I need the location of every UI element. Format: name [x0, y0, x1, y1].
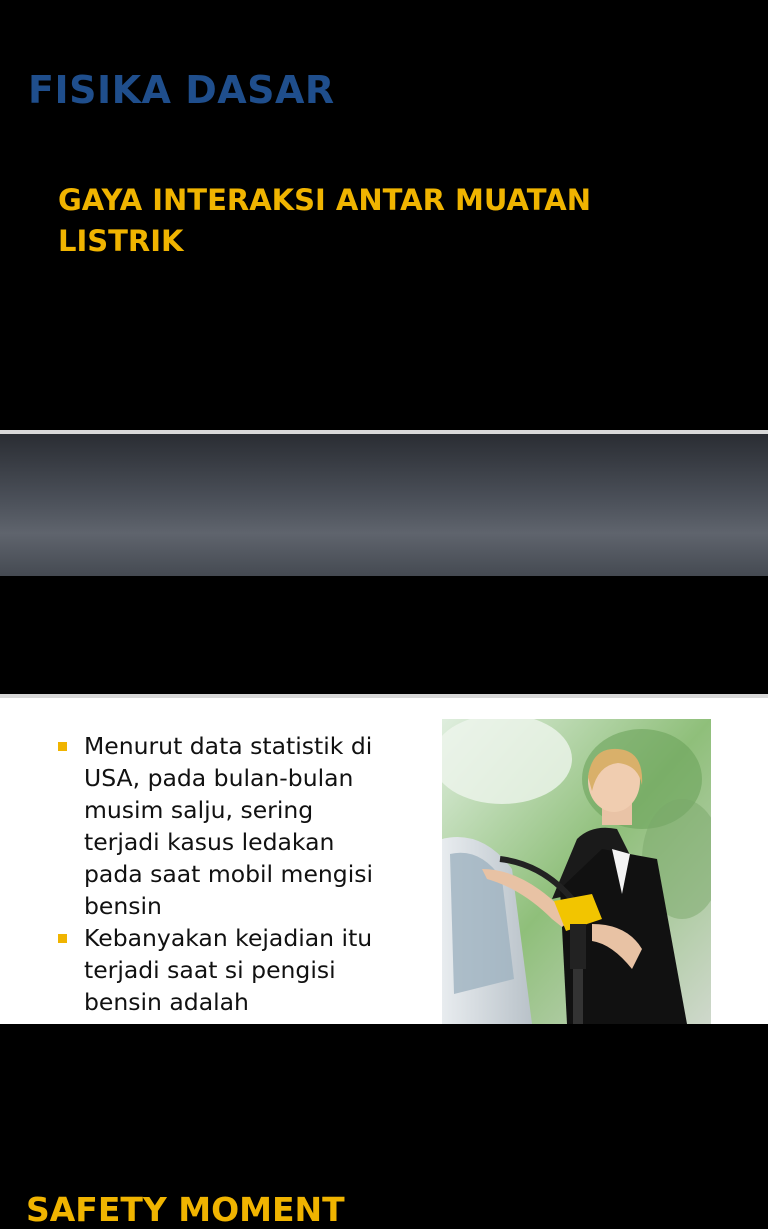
square-bullet-icon [58, 934, 67, 943]
course-title: FISIKA DASAR [28, 68, 335, 112]
slide-content [0, 698, 768, 1024]
bullet-item [58, 922, 378, 1018]
safety-moment-title: SAFETY MOMENT [26, 1190, 345, 1229]
bullet-item [58, 730, 378, 922]
bullet-text: Kebanyakan kejadian itu terjadi saat si pengisi bensin adalah [84, 924, 373, 1016]
gradient-band [0, 434, 768, 576]
topic-subtitle: GAYA INTERAKSI ANTAR MUATAN LISTRIK [58, 183, 591, 258]
square-bullet-icon [58, 742, 67, 751]
bullet-list [58, 730, 378, 1018]
bullet-text: Menurut data statistik di USA, pada bulan-bulan musim salju, sering terjadi kasus ledakan pada saat mobil mengisi bensin [84, 732, 374, 920]
slide-title [0, 0, 768, 430]
photo-illustration [442, 719, 711, 1024]
woman-fueling-car-photo [442, 719, 711, 1024]
